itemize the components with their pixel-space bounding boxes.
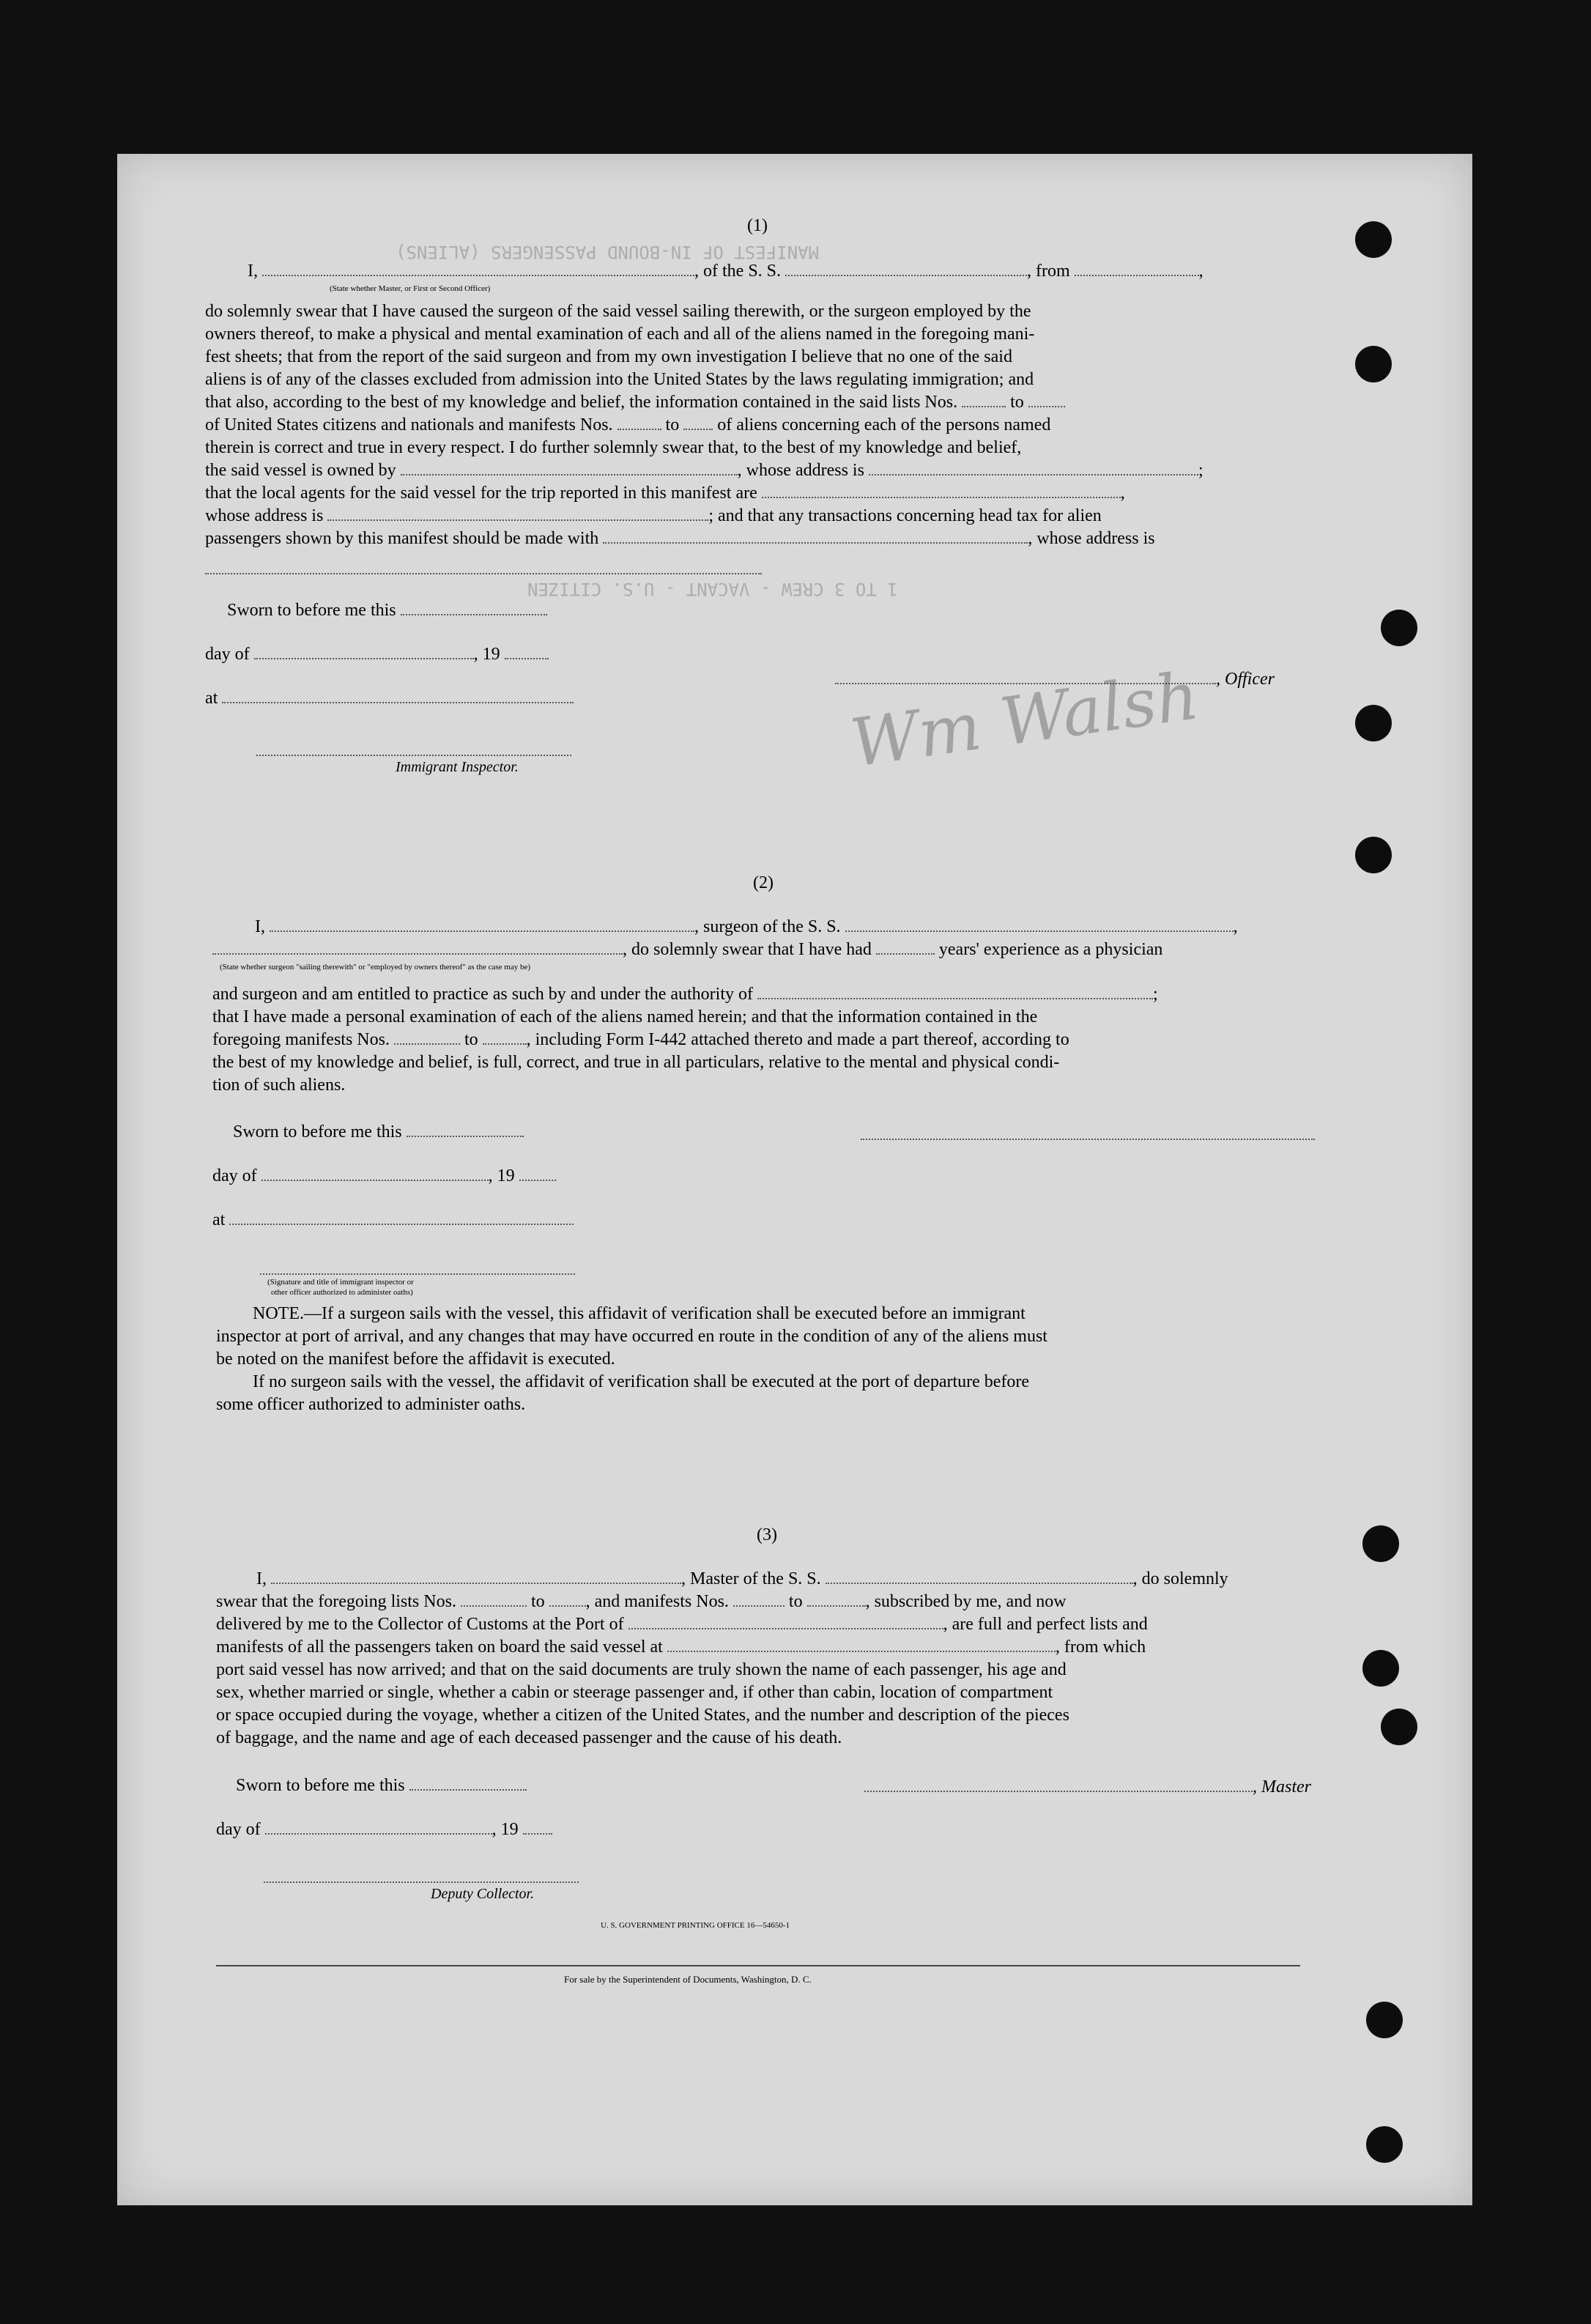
- day-of-line: day of , 19: [205, 643, 549, 665]
- note-line: be noted on the manifest before the affidavit is executed.: [216, 1350, 615, 1369]
- sec3-para-line: of baggage, and the name and age of each deceased passenger and the cause of his death.: [216, 1728, 842, 1747]
- sec1-para-line: owners thereof, to make a physical and mental examination of each and all of the aliens named in the foregoing mani-: [205, 325, 1035, 344]
- sworn-line: Sworn to before me this: [236, 1775, 527, 1796]
- show-through-stamp: MANIFEST OF IN-BOUND PASSENGERS (ALIENS): [396, 242, 819, 262]
- punch-hole: [1366, 2126, 1403, 2163]
- surgeon-hint: (State whether surgeon "sailing therewith" or "employed by owners thereof" as the case may be): [220, 963, 531, 972]
- sec3-para-line: port said vessel has now arrived; and that on the said documents are truly shown the name of each passenger, his age and: [216, 1660, 1067, 1679]
- sec3-para-line: sex, whether married or single, whether a cabin or steerage passenger and, if other than cabin, location of compartment: [216, 1683, 1053, 1702]
- section-3-number: (3): [757, 1525, 777, 1544]
- section-2-number: (2): [753, 873, 774, 892]
- surgeon-signature-line: [861, 1139, 1315, 1140]
- officer-hint: (State whether Master, or First or Second Officer): [330, 284, 491, 293]
- punch-hole: [1381, 610, 1417, 646]
- day-of-line: day of , 19: [216, 1818, 552, 1840]
- show-through-handwriting: Wm Walsh: [846, 657, 1204, 782]
- officer-signature-line: , Officer: [835, 668, 1275, 690]
- sec1-para-line: the said vessel is owned by , whose address is ;: [205, 461, 1204, 480]
- at-line: at: [212, 1209, 574, 1231]
- inspector-signature-line: [260, 1273, 575, 1275]
- signature-note: other officer authorized to administer oaths): [271, 1288, 413, 1297]
- oath-line-1: I, , of the S. S. , from ,: [248, 262, 1204, 281]
- sec3-para-line: or space occupied during the voyage, whether a citizen of the United States, and the number and description of the pieces: [216, 1706, 1069, 1725]
- sec2-para-line: the best of my knowledge and belief, is full, correct, and true in all particulars, relative to the mental and physical condi-: [212, 1053, 1060, 1072]
- sale-notice: For sale by the Superintendent of Documents, Washington, D. C.: [564, 1974, 812, 1985]
- note-line: NOTE.—If a surgeon sails with the vessel, this affidavit of verification shall be executed before an immigrant: [253, 1304, 1026, 1323]
- punch-hole: [1355, 837, 1392, 873]
- day-of-line: day of , 19: [212, 1165, 556, 1187]
- inspector-label: Immigrant Inspector.: [396, 759, 519, 775]
- deputy-signature-line: [264, 1881, 579, 1883]
- at-line: at: [205, 687, 574, 709]
- sec2-para-line: that I have made a personal examination of each of the aliens named herein; and that the information contained in the: [212, 1007, 1038, 1026]
- sec1-para-line: of United States citizens and nationals and manifests Nos. to of aliens concerning each of the persons named: [205, 415, 1051, 434]
- punch-hole: [1355, 346, 1392, 382]
- punch-hole: [1366, 2002, 1403, 2038]
- sec1-para-line: whose address is ; and that any transactions concerning head tax for alien: [205, 506, 1102, 525]
- inspector-signature-line: [256, 755, 571, 756]
- sec2-para-line: foregoing manifests Nos. to , including Form I-442 attached thereto and made a part thereof, according to: [212, 1030, 1069, 1049]
- sec1-para-line: that the local agents for the said vessel for the trip reported in this manifest are ,: [205, 484, 1125, 503]
- sec1-para-line: therein is correct and true in every respect. I do further solemnly swear that, to the best of my knowledge and belief,: [205, 438, 1022, 457]
- footer-rule: [216, 1965, 1300, 1966]
- sec1-para-line: that also, according to the best of my knowledge and belief, the information contained in the said lists Nos. to: [205, 391, 1065, 413]
- blank-line: [205, 573, 762, 574]
- deputy-label: Deputy Collector.: [431, 1886, 535, 1902]
- note-line: some officer authorized to administer oaths.: [216, 1395, 526, 1414]
- sec2-para-line: tion of such aliens.: [212, 1076, 346, 1095]
- sec1-para-line: do solemnly swear that I have caused the surgeon of the said vessel sailing therewith, or the surgeon employed by the: [205, 302, 1031, 321]
- sec3-para-line: swear that the foregoing lists Nos. to , and manifests Nos. to , subscribed by me, and now: [216, 1592, 1067, 1611]
- manifest-page: [117, 154, 1472, 2205]
- show-through-stamp: 1 TO 3 CREW - VACANT - U.S. CITIZEN: [527, 579, 898, 599]
- note-line: If no surgeon sails with the vessel, the affidavit of verification shall be executed at the port of departure before: [253, 1372, 1030, 1391]
- sec1-para-line: passengers shown by this manifest should be made with , whose address is: [205, 529, 1155, 548]
- master-line-1: I, , Master of the S. S. , do solemnly: [256, 1569, 1228, 1588]
- note-line: inspector at port of arrival, and any changes that may have occurred en route in the condition of any of the aliens must: [216, 1327, 1047, 1346]
- sec3-para-line: manifests of all the passengers taken on board the said vessel at , from which: [216, 1637, 1146, 1657]
- surgeon-line-2: , do solemnly swear that I have had years' experience as a physician: [212, 939, 1162, 961]
- punch-hole: [1362, 1525, 1399, 1562]
- punch-hole: [1355, 705, 1392, 741]
- sec3-para-line: delivered by me to the Collector of Customs at the Port of , are full and perfect lists and: [216, 1615, 1148, 1634]
- sec2-para-line: and surgeon and am entitled to practice as such by and under the authority of ;: [212, 985, 1158, 1004]
- punch-hole: [1381, 1709, 1417, 1745]
- sec1-para-line: fest sheets; that from the report of the said surgeon and from my own investigation I believe that no one of the said: [205, 347, 1012, 366]
- master-signature-line: , Master: [864, 1776, 1311, 1798]
- sworn-line: Sworn to before me this: [227, 599, 547, 621]
- surgeon-line-1: I, , surgeon of the S. S. ,: [255, 917, 1238, 936]
- sworn-line: Sworn to before me this: [233, 1121, 524, 1143]
- punch-hole: [1355, 221, 1392, 258]
- punch-hole: [1362, 1650, 1399, 1687]
- gpo-imprint: U. S. GOVERNMENT PRINTING OFFICE 16—54650-1: [601, 1921, 790, 1930]
- signature-note: (Signature and title of immigrant inspector or: [267, 1278, 414, 1287]
- section-1-number: (1): [747, 216, 768, 235]
- sec1-para-line: aliens is of any of the classes excluded from admission into the United States by the laws regulating immigration; and: [205, 370, 1034, 389]
